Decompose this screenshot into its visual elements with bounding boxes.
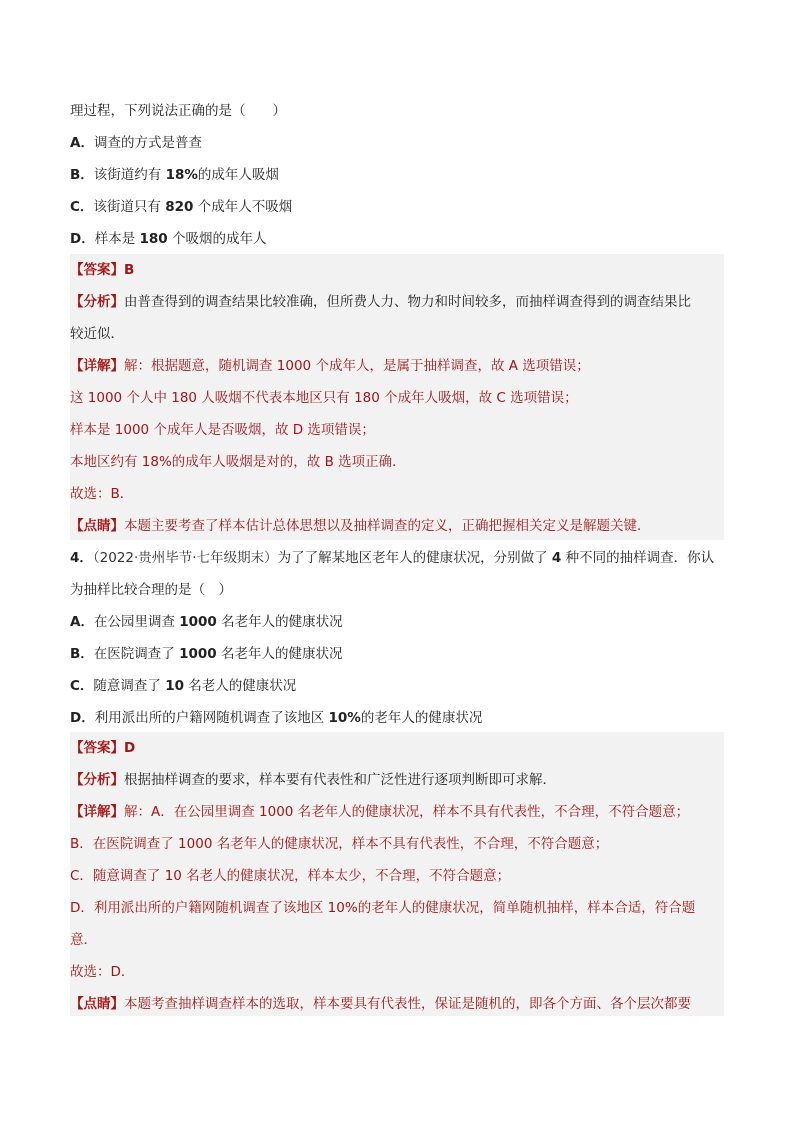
q3-detail-line-3: 样本是 1000 个成年人是否吸烟，故 D 选项错误； [70, 422, 375, 438]
q4-option-d: D．利用派出所的户籍网随机调查了该地区 10%的老年人的健康状况 [70, 710, 483, 726]
q3-detail-line-2: 这 1000 个人中 180 人吸烟不代表本地区只有 180 个成年人吸烟，故 C 选项错误； [70, 390, 578, 406]
q4-detail-line-4: D．利用派出所的户籍网随机调查了该地区 10%的老年人的健康状况，简单随机抽样，样本合适，符合题 [70, 900, 696, 916]
q4-option-c: C．随意调查了 10 名老人的健康状况 [70, 678, 297, 694]
q4-detail-line-2: B．在医院调查了 1000 名老年人的健康状况，样本不具有代表性，不合理，不符合题意； [70, 836, 609, 852]
q3-detail-line-4: 本地区约有 18%的成年人吸烟是对的，故 B 选项正确． [70, 454, 406, 470]
q3-analysis-line-1: 【分析】由普查得到的调查结果比较准确，但所费人力、物力和时间较多，而抽样调查得到的调查结果比 [70, 294, 691, 310]
q4-choose: 故选：D． [70, 964, 135, 980]
q3-stem-tail: 理过程，下列说法正确的是（ ） [70, 103, 286, 119]
q3-choose: 故选：B． [70, 486, 134, 502]
q4-option-b: B．在医院调查了 1000 名老年人的健康状况 [70, 646, 343, 662]
q4-stem-line-1: 4．（2022·贵州毕节·七年级期末）为了了解某地区老年人的健康状况，分别做了 4 种不同的抽样调查．你认 [70, 550, 715, 566]
q4-answer: 【答案】D [70, 740, 136, 756]
q3-detail-line-1: 【详解】解：根据题意，随机调查 1000 个成年人，是属于抽样调查，故 A 选项错误； [70, 358, 590, 374]
q4-detail-line-5: 意． [70, 932, 97, 948]
q4-stem-line-2: 为抽样比较合理的是（ ） [70, 582, 232, 598]
q4-comment: 【点睛】本题考查抽样调查样本的选取，样本要具有代表性，保证是随机的，即各个方面、各个层次都要 [70, 996, 691, 1012]
q3-answer: 【答案】B [70, 262, 135, 278]
q4-detail-line-1: 【详解】解：A．在公园里调查 1000 名老年人的健康状况，样本不具有代表性，不合理，不符合题意； [70, 804, 690, 820]
q4-option-a: A．在公园里调查 1000 名老年人的健康状况 [70, 614, 343, 630]
q3-option-b: B．该街道约有 18%的成年人吸烟 [70, 167, 279, 183]
q4-detail-line-3: C．随意调查了 10 名老人的健康状况，样本太少，不合理，不符合题意； [70, 868, 511, 884]
q3-option-c: C．该街道只有 820 个成年人不吸烟 [70, 199, 293, 215]
q3-option-a: A．调查的方式是普查 [70, 135, 202, 151]
q4-analysis: 【分析】根据抽样调查的要求，样本要有代表性和广泛性进行逐项判断即可求解． [70, 772, 556, 788]
q3-option-d: D．样本是 180 个吸烟的成年人 [70, 231, 267, 247]
q3-comment: 【点睛】本题主要考查了样本估计总体思想以及抽样调查的定义，正确把握相关定义是解题关键． [70, 518, 651, 534]
q3-analysis-line-2: 较近似． [70, 326, 124, 342]
